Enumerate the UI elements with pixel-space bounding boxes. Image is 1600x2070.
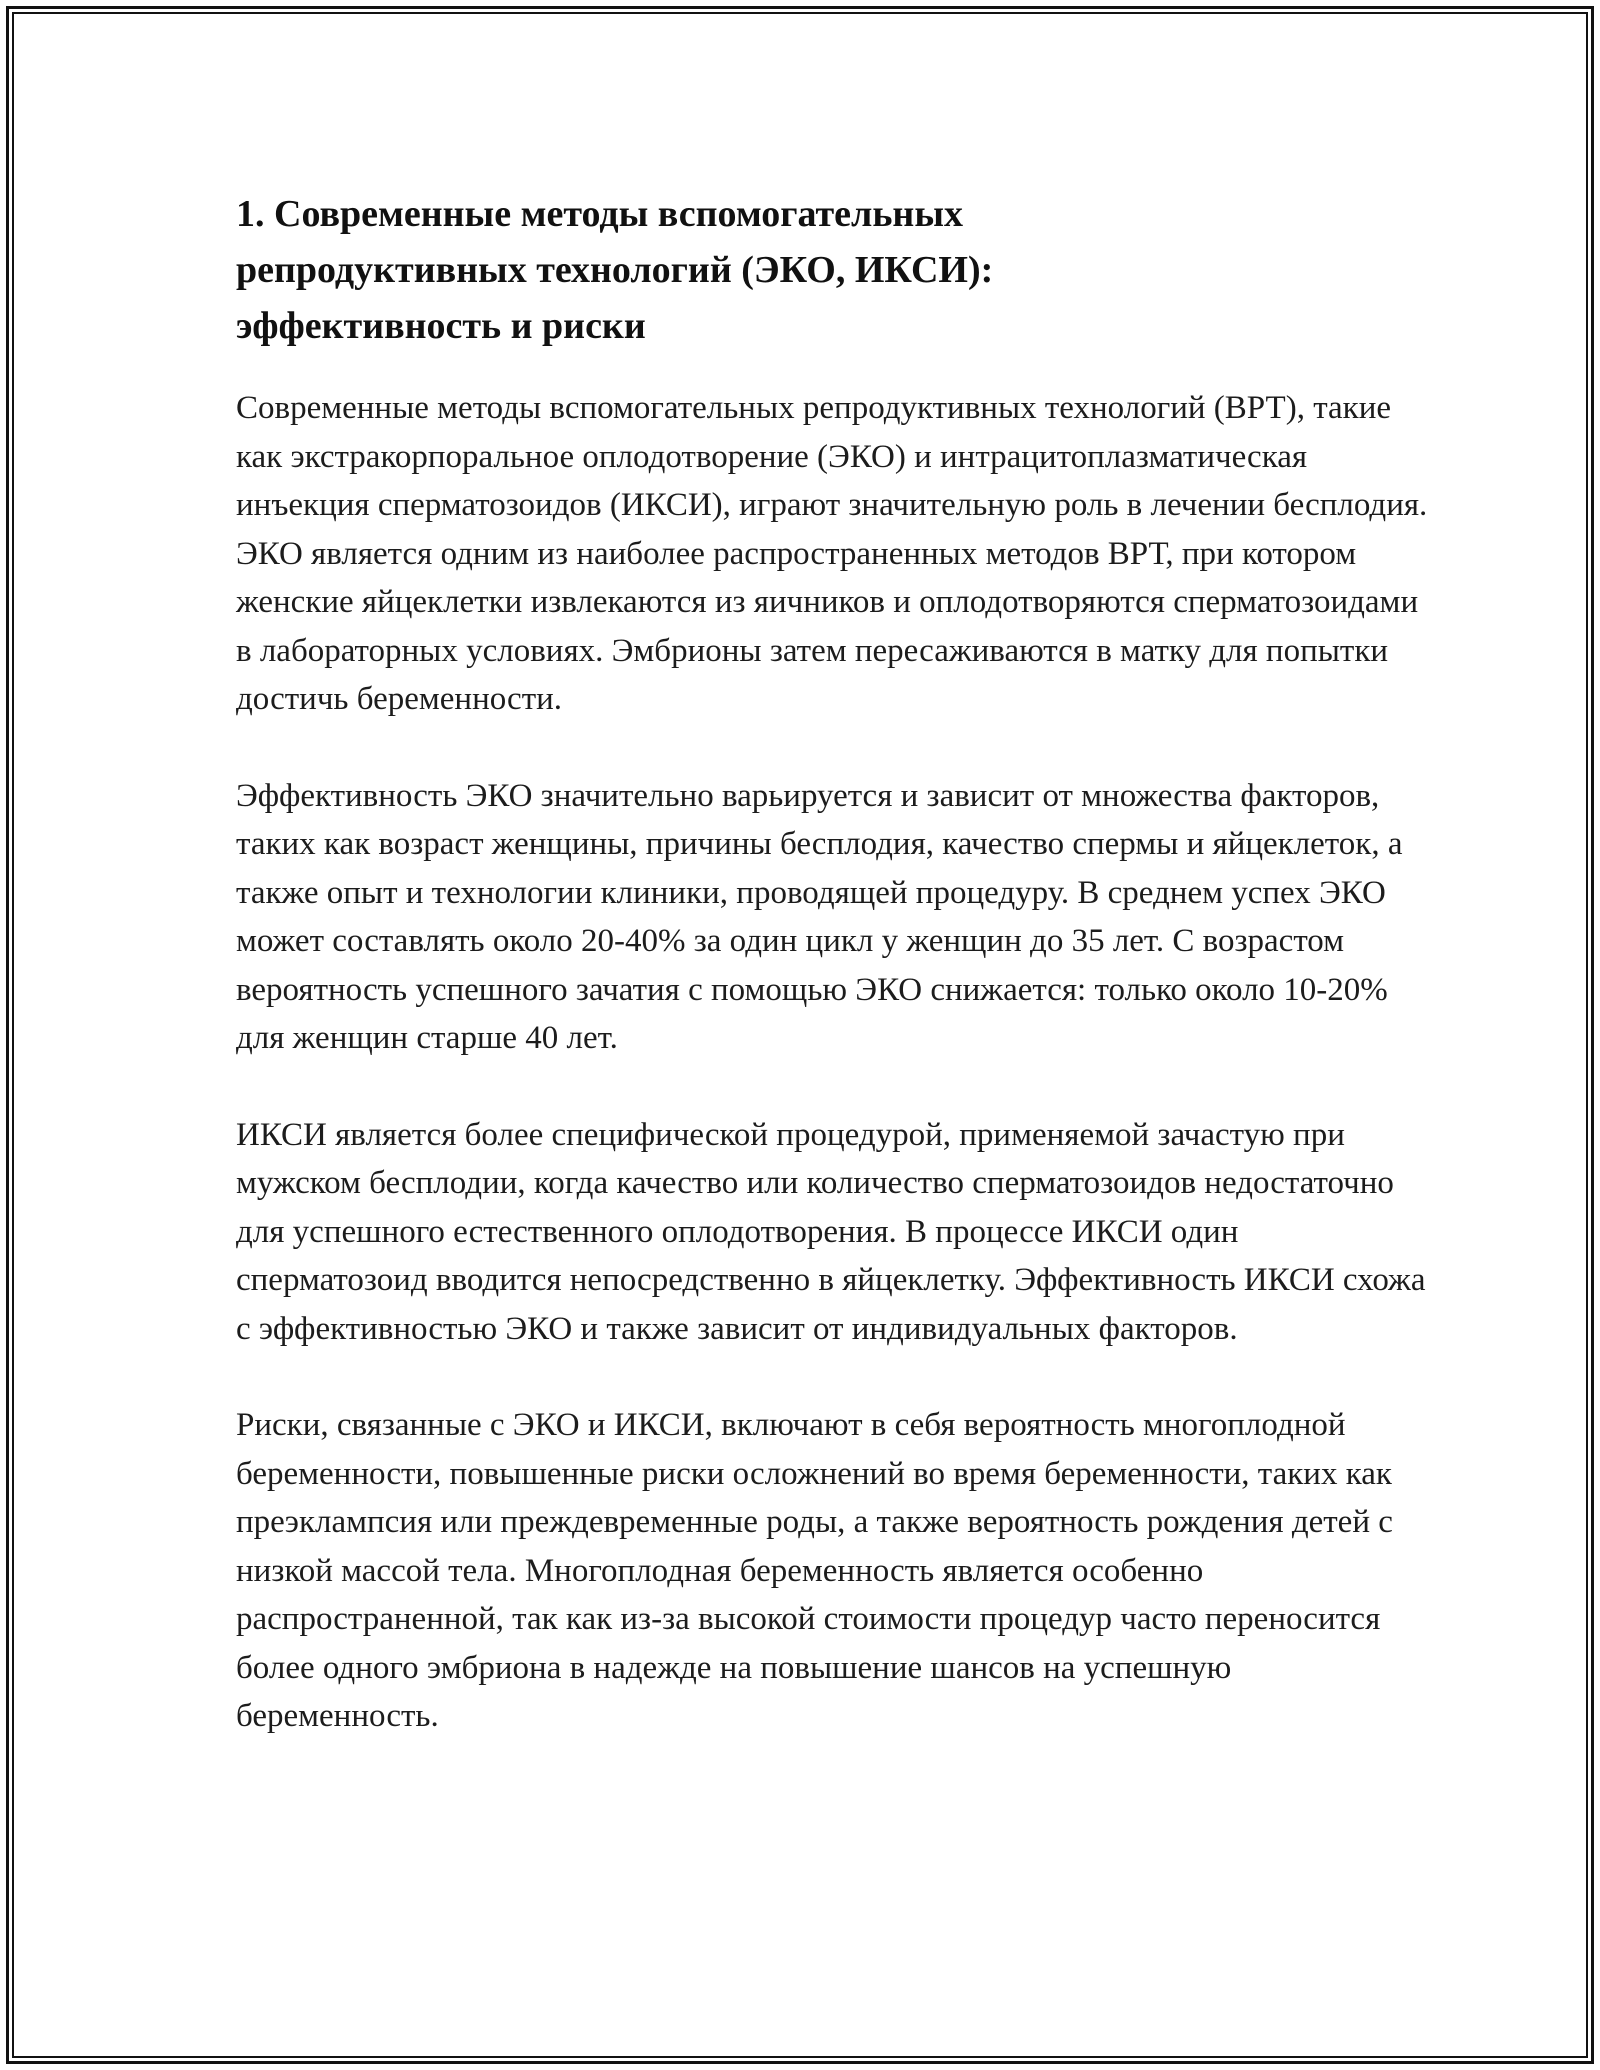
section-title: 1. Современные методы вспомогательных репродуктивных технологий (ЭКО, ИКСИ): эффективность и риски	[236, 193, 994, 347]
document-body	[236, 186, 1436, 1789]
paragraph-ivf-effectiveness: Эффективность ЭКО значительно варьируется и зависит от множества факторов, таких как возраст женщины, причины бесплодия, качество спермы и яйцеклеток, а также опыт и технологии клиники, проводящей процедуру. В среднем успех ЭКО может составлять около 20-40% за один цикл у женщин до 35 лет. С возрастом вероятность успешного зачатия с помощью ЭКО снижается: только около 10-20% для женщин старше 40 лет.	[236, 777, 1403, 1056]
paragraph-risks: Риски, связанные с ЭКО и ИКСИ, включают в себя вероятность многоплодной беременности, повышенные риски осложнений во время беременности, таких как преэклампсия или преждевременные роды, а также вероятность рождения детей с низкой массой тела. Многоплодная беременность является особенно распространенной, так как из-за высокой стоимости процедур часто переносится более одного эмбриона в надежде на повышение шансов на успешную беременность.	[236, 1407, 1393, 1734]
paragraph-art-overview: Современные методы вспомогательных репродуктивных технологий (ВРТ), такие как экстракорпоральное оплодотворение (ЭКО) и интрацитоплазматическая инъекция сперматозоидов (ИКСИ), играют значительную роль в лечении бесплодия. ЭКО является одним из наиболее распространенных методов ВРТ, при котором женские яйцеклетки извлекаются из яичников и оплодотворяются сперматозоидами в лабораторных условиях. Эмбрионы затем пересаживаются в матку для попытки достичь беременности.	[236, 390, 1428, 717]
paragraph-icsi: ИКСИ является более специфической процедурой, применяемой зачастую при мужском бесплодии, когда качество или количество сперматозоидов недостаточно для успешного естественного оплодотворения. В процессе ИКСИ один сперматозоид вводится непосредственно в яйцеклетку. Эффективность ИКСИ схожа с эффективностью ЭКО и также зависит от индивидуальных факторов.	[236, 1116, 1426, 1347]
